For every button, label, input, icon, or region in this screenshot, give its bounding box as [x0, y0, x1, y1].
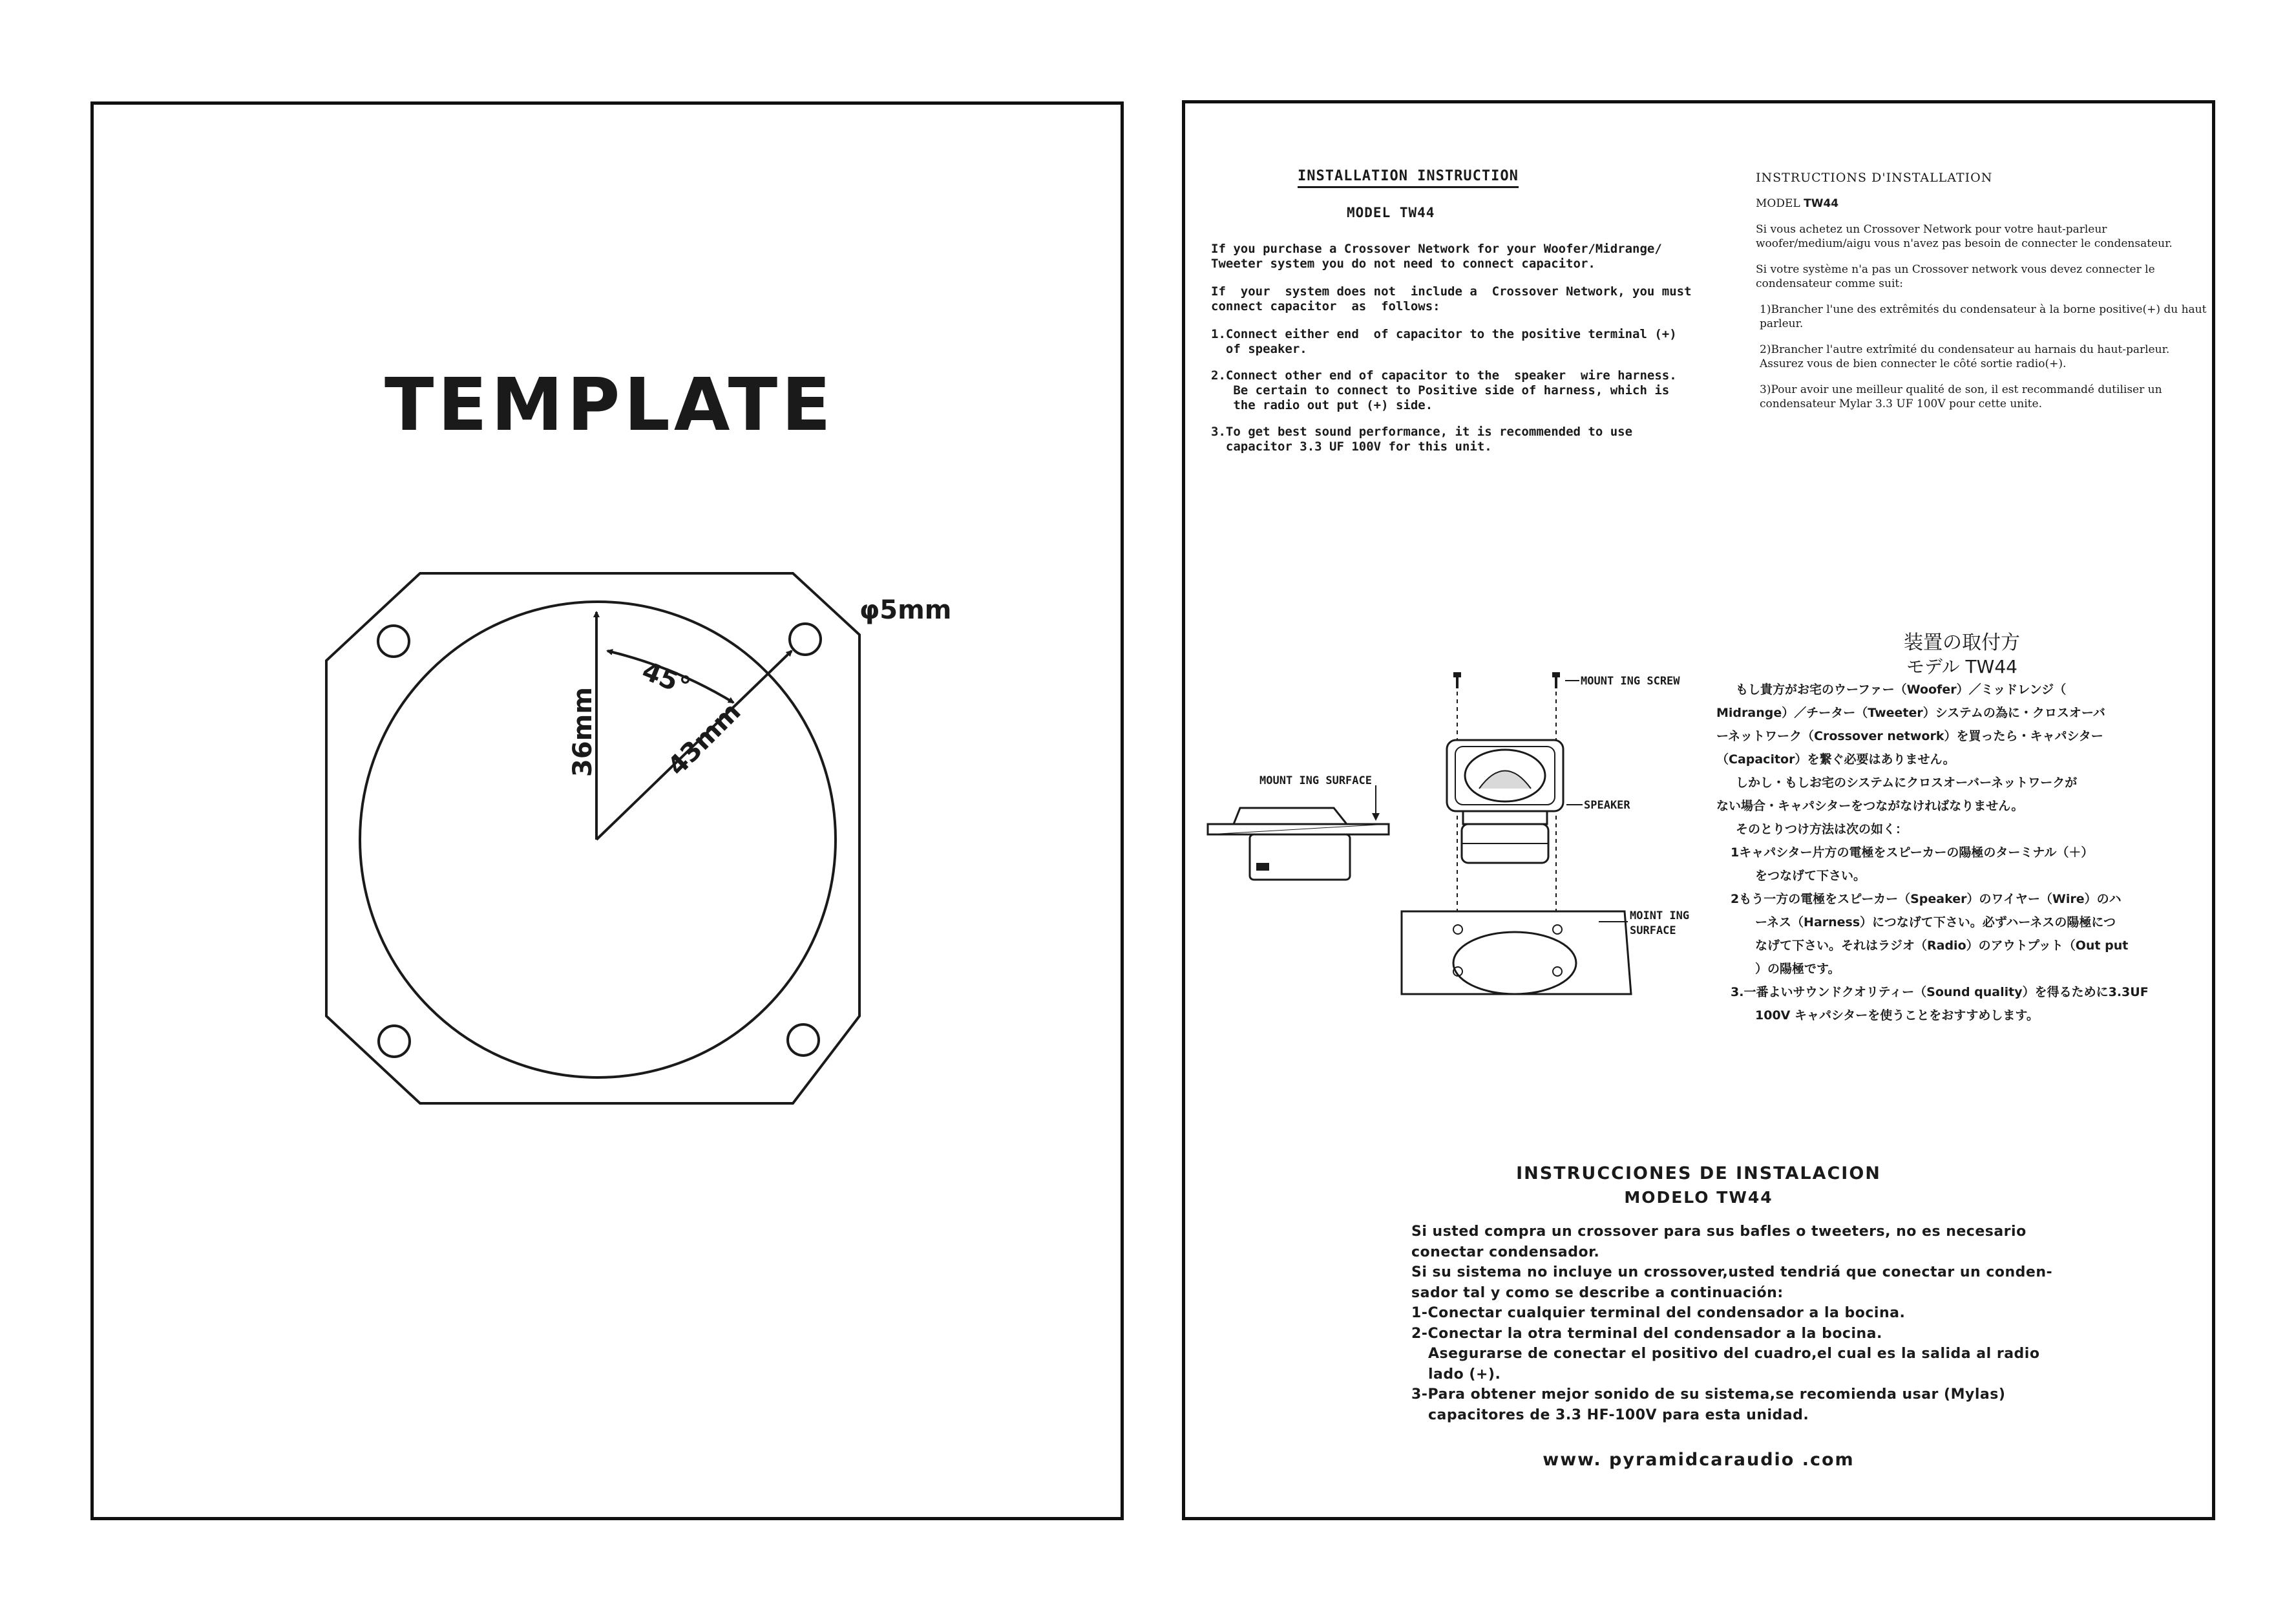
- japanese-line: （Capacitor）を繋ぐ必要はありません。: [1716, 752, 1955, 767]
- speaker-label: SPEAKER: [1584, 799, 1630, 812]
- flange-outline: [326, 573, 859, 1103]
- japanese-line: 3.一番よいサウンドクオリティー（Sound quality）を得るために3.3UF: [1731, 985, 2149, 999]
- french-step-3: 3)Pour avoir une meilleur qualité de son, il est recommandé dutiliser un condensateur Mylar 3.3 UF 100V pour cette unite.: [1760, 383, 2162, 410]
- spanish-line: capacitores de 3.3 HF-100V para esta unidad.: [1428, 1406, 1809, 1423]
- japanese-line: をつなげて下さい。: [1755, 869, 1866, 883]
- mounting-hole-bottom-right: [788, 1024, 819, 1055]
- japanese-line: ない場合・キャパシターをつながなければなりません。: [1716, 799, 2024, 813]
- french-model-prefix: MODEL: [1756, 197, 1800, 210]
- japanese-line: ーネットワーク（Crossover network）を買ったら・キャパシター: [1716, 729, 2103, 743]
- spanish-line: 1-Conectar cualquier terminal del condensador a la bocina.: [1411, 1305, 1906, 1321]
- template-page: [90, 101, 1124, 1520]
- website-link[interactable]: www. pyramidcaraudio .com: [1543, 1450, 1855, 1470]
- japanese-line: もし貴方がお宅のウーファー（Woofer）／ミッドレンジ（: [1736, 683, 2067, 697]
- tweeter-body-side-view: [1250, 834, 1350, 880]
- japanese-line: そのとりつけ方法は次の如く：: [1736, 822, 1908, 836]
- french-step-1: 1)Brancher l'une des extrêmités du condensateur à la borne positive(+) du haut parleur.: [1760, 303, 2207, 330]
- spanish-line: sador tal y como se describe a continuación:: [1411, 1284, 1784, 1301]
- mounting-surface-right-label-2: SURFACE: [1630, 924, 1676, 937]
- tweeter-side-view: [1234, 808, 1347, 824]
- spanish-line: 2-Conectar la otra terminal del condensador a la bocina.: [1411, 1325, 1882, 1342]
- english-para-2: If your system does not include a Crossover Network, you must connect capacitor as follows:: [1211, 284, 1692, 313]
- japanese-instructions: [1716, 630, 2207, 1027]
- mounting-hole-top-left: [378, 626, 409, 657]
- japanese-line: しかし・もしお宅のシステムにクロスオーバーネットワークが: [1736, 776, 2078, 790]
- japanese-model: モデル TW44: [1906, 656, 2017, 677]
- english-heading: INSTALLATION INSTRUCTION: [1298, 168, 1519, 188]
- english-step-2: 2.Connect other end of capacitor to the speaker wire harness. Be certain to connect to Positive side of harness, which is the radio out put (+) side.: [1211, 368, 1677, 412]
- japanese-line: ーネス（Harness）につなげて下さい。必ずハーネスの陽極につ: [1755, 915, 2116, 929]
- diagonal-dimension-label: 43mm: [662, 697, 747, 782]
- english-step-3: 3.To get best sound performance, it is recommended to use capacitor 3.3 UF 100V for this unit.: [1211, 425, 1633, 454]
- spanish-heading: INSTRUCCIONES DE INSTALACION: [1516, 1163, 1881, 1183]
- mounting-plate-icon: [1402, 911, 1631, 994]
- japanese-line: 100V キャパシターを使うことをおすすめします。: [1755, 1008, 2039, 1023]
- english-step-1: 1.Connect either end of capacitor to the positive terminal (+) of speaker.: [1211, 327, 1677, 356]
- french-para-2: Si votre système n'a pas un Crossover network vous devez connecter le condensateur comme suit:: [1756, 263, 2155, 290]
- french-line-1: Si vous achetez un Crossover Network pour votre haut-parleur woofer/medium/aigu vous n'avez pas besoin de connecter le condensateur.: [1756, 223, 2173, 250]
- spanish-model: MODELO TW44: [1624, 1188, 1773, 1207]
- mounting-screw-label: MOUNT ING SCREW: [1581, 675, 1680, 688]
- spanish-line: conectar condensador.: [1411, 1244, 1600, 1260]
- japanese-heading: 装置の取付方: [1904, 631, 2020, 654]
- spanish-line: 3-Para obtener mejor sonido de su sistema,se recomienda usar (Mylas): [1411, 1386, 2006, 1403]
- vertical-dimension-label: 36mm: [568, 686, 598, 777]
- hole-diameter-label: φ5mm: [859, 595, 952, 625]
- japanese-line: 2もう一方の電極をスピーカー（Speaker）のワイヤー（Wire）のハ: [1731, 892, 2122, 906]
- japanese-line: Midrange）／チーター（Tweeter）システムの為に・クロスオーバ: [1716, 706, 2105, 720]
- french-heading: INSTRUCTIONS D'INSTALLATION: [1756, 171, 1993, 185]
- english-model: MODEL TW44: [1347, 205, 1435, 220]
- speaker-icon: [1447, 740, 1563, 863]
- french-step-2: 2)Brancher l'autre extrîmité du condensateur au harnais du haut-parleur. Assurez vous de bien connecter le côté sortie radio(+).: [1760, 343, 2170, 370]
- instructions-page: [1182, 100, 2215, 1520]
- japanese-line: なげて下さい。それはラジオ（Radio）のアウトプット（Out put: [1755, 939, 2129, 953]
- japanese-line: 1キャパシター片方の電極をスピーカーの陽極のターミナル（＋）: [1731, 845, 2094, 860]
- mounting-screw-left-icon: [1453, 672, 1461, 688]
- spanish-line: Si usted compra un crossover para sus bafles o tweeters, no es necesario: [1411, 1224, 2027, 1240]
- angle-label: 45°: [638, 656, 695, 703]
- spanish-line: Si su sistema no incluye un crossover,usted tendriá que conectar un conden-: [1411, 1264, 2053, 1280]
- spanish-line: lado (+).: [1428, 1366, 1501, 1383]
- english-para-1: If you purchase a Crossover Network for your Woofer/Midrange/ Tweeter system you do not need to connect capacitor.: [1211, 242, 1662, 271]
- mounting-screw-right-icon: [1552, 672, 1560, 688]
- mounting-hole-top-right: [790, 624, 821, 655]
- template-title: TEMPLATE: [384, 363, 835, 447]
- spanish-instructions: [1411, 1222, 2070, 1425]
- spanish-line: Asegurarse de conectar el positivo del cuadro,el cual es la salida al radio: [1428, 1346, 2040, 1362]
- japanese-line: ）の陽極です。: [1755, 962, 1840, 976]
- mounting-template-diagram: [94, 105, 1121, 1517]
- mounting-surface-right-label-1: MOINT ING: [1630, 909, 1690, 922]
- mounting-hole-bottom-left: [379, 1026, 410, 1057]
- french-model-name: TW44: [1804, 197, 1839, 210]
- mounting-surface-left-label: MOUNT ING SURFACE: [1259, 774, 1372, 787]
